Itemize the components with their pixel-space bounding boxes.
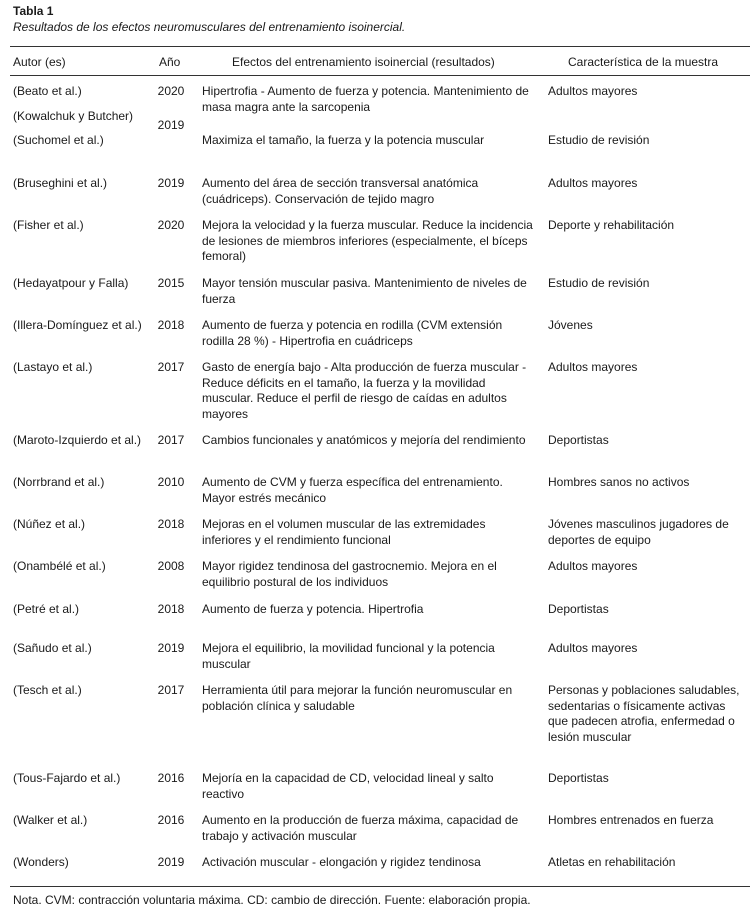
cell-year: 2019 [157,118,185,132]
bottom-rule [10,886,750,887]
cell-year: 2015 [157,276,185,290]
table-caption-title: Resultados de los efectos neuromusculares del entrenamiento isoinercial. [13,20,406,34]
table-caption-label: Tabla 1 [13,4,54,18]
cell-author: (Beato et al.) [13,84,82,98]
cell-sample: Hombres sanos no activos [548,475,690,489]
cell-sample: Adultos mayores [548,641,638,655]
cell-sample: Adultos mayores [548,176,638,190]
cell-author: (Petré et al.) [13,602,80,616]
cell-sample: Atletas en rehabilitación [548,855,676,869]
cell-sample: Jóvenes masculinos jugadores de deportes de equipo [548,517,729,547]
cell-effects: Aumento del área de sección transversal anatómica (cuádriceps). Conservación de tejido magro [202,176,479,206]
cell-effects: Aumento de fuerza y potencia en rodilla (CVM extensión rodilla 28 %) - Hipertrofia en cuádriceps [202,318,503,348]
cell-author: (Illera-Domínguez et al.) [13,318,142,332]
header-sample: Característica de la muestra [568,55,719,69]
cell-effects: Mejora la velocidad y la fuerza muscular. Reduce la incidencia de lesiones de miembros inferiores (especialmente, el bíceps femoral) [202,218,533,263]
cell-year: 2018 [157,318,185,332]
cell-author: (Onambélé et al.) [13,559,106,573]
cell-effects: Activación muscular - elongación y rigidez tendinosa [202,855,481,869]
cell-sample: Adultos mayores [548,559,638,573]
top-rule [10,46,750,47]
cell-effects: Mayor tensión muscular pasiva. Mantenimiento de niveles de fuerza [202,276,527,306]
cell-sample: Estudio de revisión [548,133,650,147]
header-author: Autor (es) [13,55,66,69]
cell-effects: Herramienta útil para mejorar la función neuromuscular en población clínica y saludable [202,683,513,713]
cell-sample: Jóvenes [548,318,593,332]
cell-effects: Aumento de fuerza y potencia. Hipertrofia [202,602,424,616]
cell-author: (Walker et al.) [13,813,88,827]
cell-author: (Lastayo et al.) [13,360,93,374]
cell-year: 2019 [157,855,185,869]
cell-year: 2018 [157,602,185,616]
cell-effects: Aumento de CVM y fuerza específica del entrenamiento. Mayor estrés mecánico [202,475,503,505]
cell-author: (Núñez et al.) [13,517,86,531]
cell-effects: Mejoras en el volumen muscular de las extremidades inferiores y el rendimiento funcional [202,517,486,547]
cell-year: 2016 [157,771,185,785]
table-note: Nota. CVM: contracción voluntaria máxima. CD: cambio de dirección. Fuente: elaboración propia. [13,893,531,907]
cell-effects: Cambios funcionales y anatómicos y mejoría del rendimiento [202,433,526,447]
header-rule [10,75,750,76]
cell-author: (Hedayatpour y Falla) [13,276,129,290]
cell-year: 2020 [157,218,185,232]
cell-author: (Norrbrand et al.) [13,475,105,489]
cell-year: 2019 [157,176,185,190]
cell-year: 2017 [157,433,185,447]
cell-author: (Suchomel et al.) [13,133,104,147]
cell-year: 2008 [157,559,185,573]
cell-sample: Hombres entrenados en fuerza [548,813,714,827]
cell-year: 2017 [157,683,185,697]
cell-year: 2010 [157,475,185,489]
cell-effects: Mejoría en la capacidad de CD, velocidad lineal y salto reactivo [202,771,494,801]
cell-sample: Deportistas [548,771,609,785]
cell-effects: Mejora el equilibrio, la movilidad funcional y la potencia muscular [202,641,495,671]
cell-author: (Sañudo et al.) [13,641,92,655]
header-year: Año [159,55,181,69]
cell-year: 2016 [157,813,185,827]
cell-effects: Mayor rigidez tendinosa del gastrocnemio. Mejora en el equilibrio postural de los individuos [202,559,497,589]
cell-year: 2017 [157,360,185,374]
cell-sample: Deportistas [548,602,609,616]
cell-author: (Kowalchuk y Butcher) [13,109,134,123]
cell-author: (Maroto-Izquierdo et al.) [13,433,142,447]
cell-author: (Bruseghini et al.) [13,176,108,190]
cell-effects: Gasto de energía bajo - Alta producción de fuerza muscular - Reduce déficits en el tamaño, la fuerza y la movilidad muscular. Reduce el perfil de riesgo de caídas en adultos mayores [202,360,527,421]
cell-sample: Adultos mayores [548,360,638,374]
cell-year: 2019 [157,641,185,655]
cell-effects: Hipertrofia - Aumento de fuerza y potencia. Mantenimiento de masa magra ante la sarcopenia [202,84,529,114]
cell-author: (Tous-Fajardo et al.) [13,771,121,785]
cell-sample: Deporte y rehabilitación [548,218,675,232]
cell-effects: Aumento en la producción de fuerza máxima, capacidad de trabajo y activación muscular [202,813,519,843]
cell-year: 2018 [157,517,185,531]
cell-sample: Estudio de revisión [548,276,650,290]
cell-sample: Adultos mayores [548,84,638,98]
cell-sample: Personas y poblaciones saludables, sedentarias o físicamente activas que padecen atrofia, enfermedad o lesión muscular [548,683,740,744]
cell-year: 2020 [157,84,185,98]
cell-author: (Fisher et al.) [13,218,84,232]
cell-effects: Maximiza el tamaño, la fuerza y la potencia muscular [202,133,485,147]
cell-author: (Tesch et al.) [13,683,82,697]
cell-author: (Wonders) [13,855,69,869]
header-effects: Efectos del entrenamiento isoinercial (resultados) [232,55,495,69]
cell-sample: Deportistas [548,433,609,447]
